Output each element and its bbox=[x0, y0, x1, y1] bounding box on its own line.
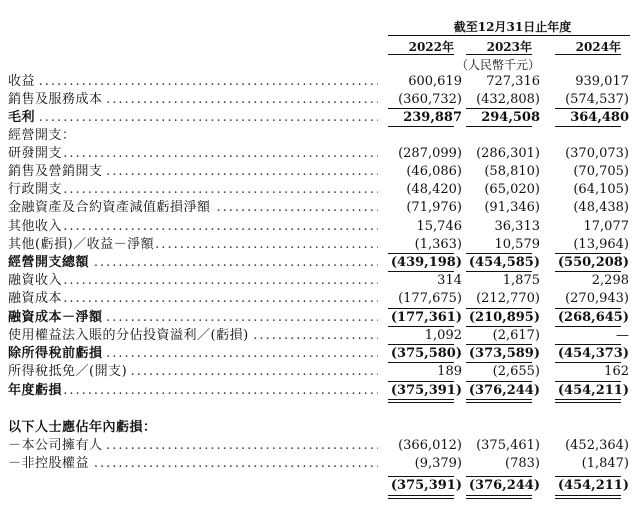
row-label bbox=[8, 290, 378, 308]
row-value-3: (1,847) bbox=[581, 456, 629, 471]
row-label bbox=[8, 437, 378, 455]
table-row bbox=[8, 272, 630, 290]
summation-rule bbox=[388, 362, 454, 363]
row-value-2: 10,579 bbox=[494, 237, 540, 252]
row-value-3: (370,073) bbox=[565, 146, 629, 161]
row-value-2: (286,301) bbox=[476, 146, 540, 161]
table-row bbox=[8, 345, 630, 363]
table-row bbox=[8, 290, 630, 308]
summation-rule bbox=[466, 362, 532, 363]
summation-rule bbox=[466, 344, 532, 345]
row-label-text: 經營開支： bbox=[8, 128, 76, 143]
row-value-2: (210,895) bbox=[468, 310, 540, 325]
period-header: 截至12月31日止年度 bbox=[453, 20, 572, 34]
summation-rule bbox=[388, 399, 454, 400]
row-label-text: 使用權益法入賬的分佔投資溢利／(虧損) bbox=[8, 328, 249, 343]
summation-rule bbox=[388, 498, 454, 499]
row-label bbox=[8, 91, 378, 109]
row-value-1: (375,391) bbox=[390, 478, 462, 493]
row-value-1: (287,099) bbox=[398, 146, 462, 161]
summation-rule bbox=[466, 399, 532, 400]
row-label-text: －非控股權益 bbox=[8, 456, 90, 471]
row-value-3: (70,705) bbox=[573, 164, 629, 179]
summation-rule bbox=[388, 253, 454, 254]
table-row bbox=[8, 419, 630, 437]
row-value-2: (2,655) bbox=[492, 364, 540, 379]
row-value-2: (376,244) bbox=[468, 478, 540, 493]
table-row bbox=[8, 127, 630, 145]
row-label-text: 經營開支總額 bbox=[8, 255, 90, 270]
row-label bbox=[8, 419, 378, 437]
summation-rule bbox=[388, 476, 454, 477]
summation-rule bbox=[555, 498, 621, 499]
row-label bbox=[8, 455, 378, 473]
summation-rule bbox=[555, 126, 621, 127]
year-2023-header: 2023年 bbox=[486, 40, 532, 54]
table-row bbox=[8, 163, 630, 181]
row-label-text: 銷售及服務成本 bbox=[8, 92, 103, 107]
summation-rule bbox=[466, 402, 532, 403]
summation-rule bbox=[555, 381, 621, 382]
summation-rule bbox=[388, 271, 454, 272]
row-value-3: 17,077 bbox=[583, 219, 629, 234]
summation-rule bbox=[388, 495, 454, 496]
year-2024-header: 2024年 bbox=[575, 40, 621, 54]
row-value-3: (454,211) bbox=[557, 478, 629, 493]
row-label bbox=[8, 477, 378, 495]
row-label bbox=[8, 345, 378, 363]
table-row bbox=[8, 218, 630, 236]
row-label-text: －本公司擁有人 bbox=[8, 438, 103, 453]
summation-rule bbox=[466, 476, 532, 477]
row-value-2: (91,346) bbox=[484, 200, 540, 215]
row-value-3: (454,373) bbox=[557, 346, 629, 361]
summation-rule bbox=[555, 495, 621, 496]
table-row bbox=[8, 437, 630, 455]
row-value-2: (58,810) bbox=[484, 164, 540, 179]
summation-rule bbox=[555, 402, 621, 403]
row-label-text: 研發開支 bbox=[8, 146, 63, 161]
row-label-text: 收益 bbox=[8, 74, 36, 89]
row-value-3: 162 bbox=[604, 364, 629, 379]
row-label-text: 其他(虧損)／收益－淨額 bbox=[8, 237, 155, 252]
summation-rule bbox=[466, 126, 532, 127]
row-label bbox=[8, 382, 378, 400]
row-label-text: 除所得稅前虧損 bbox=[8, 346, 103, 361]
table-row bbox=[8, 455, 630, 473]
row-value-1: 239,887 bbox=[403, 110, 462, 125]
row-label-text: 金融資產及合約資產減值虧損淨額 bbox=[8, 200, 211, 215]
table-row bbox=[8, 199, 630, 217]
row-value-3: — bbox=[616, 328, 629, 343]
row-value-2: 1,875 bbox=[502, 273, 540, 288]
row-value-2: (432,808) bbox=[476, 92, 540, 107]
row-value-1: (177,675) bbox=[398, 291, 462, 306]
row-value-3: (574,537) bbox=[565, 92, 629, 107]
summation-rule bbox=[388, 308, 454, 309]
row-value-1: (1,363) bbox=[414, 237, 462, 252]
summation-rule bbox=[555, 476, 621, 477]
row-label-text: 融資成本－淨額 bbox=[8, 310, 103, 325]
year-2022-underline bbox=[388, 54, 454, 55]
row-value-3: 364,480 bbox=[570, 110, 629, 125]
row-value-3: (268,645) bbox=[557, 310, 629, 325]
row-value-2: (2,617) bbox=[492, 328, 540, 343]
row-label-text: 毛利 bbox=[8, 110, 36, 125]
summation-rule bbox=[555, 253, 621, 254]
summation-rule bbox=[466, 271, 532, 272]
table-row bbox=[8, 91, 630, 109]
summation-rule bbox=[388, 381, 454, 382]
row-value-1: (46,086) bbox=[406, 164, 462, 179]
row-value-1: (177,361) bbox=[390, 310, 462, 325]
row-label bbox=[8, 236, 378, 254]
year-2024-underline bbox=[555, 54, 621, 55]
row-value-3: (454,211) bbox=[557, 383, 629, 398]
summation-rule bbox=[555, 326, 621, 327]
row-label bbox=[8, 363, 378, 381]
row-value-1: 314 bbox=[437, 273, 462, 288]
row-label-text bbox=[8, 478, 10, 493]
row-value-3: 939,017 bbox=[575, 74, 629, 89]
table-row bbox=[8, 145, 630, 163]
row-value-3: (13,964) bbox=[573, 237, 629, 252]
row-label-text: 年度虧損 bbox=[8, 383, 63, 398]
row-value-2: (376,244) bbox=[468, 383, 540, 398]
summation-rule bbox=[555, 271, 621, 272]
summation-rule bbox=[388, 126, 454, 127]
period-underline bbox=[388, 35, 630, 36]
summation-rule bbox=[388, 108, 454, 109]
row-value-3: 2,298 bbox=[591, 273, 629, 288]
row-label-text: 所得稅抵免／(開支) bbox=[8, 364, 128, 379]
row-value-1: (48,420) bbox=[406, 182, 462, 197]
row-label-text: 融資成本 bbox=[8, 291, 63, 306]
row-value-2: 727,316 bbox=[486, 74, 540, 89]
row-value-1: (366,012) bbox=[398, 438, 462, 453]
summation-rule bbox=[388, 402, 454, 403]
row-value-1: (71,976) bbox=[406, 200, 462, 215]
row-label bbox=[8, 181, 378, 199]
row-value-1: (360,732) bbox=[398, 92, 462, 107]
row-value-3: (452,364) bbox=[565, 438, 629, 453]
summation-rule bbox=[555, 108, 621, 109]
row-label bbox=[8, 218, 378, 236]
summation-rule bbox=[555, 344, 621, 345]
row-label bbox=[8, 199, 378, 217]
table-row bbox=[8, 327, 630, 345]
row-value-1: (375,580) bbox=[390, 346, 462, 361]
row-value-3: (48,438) bbox=[573, 200, 629, 215]
row-label bbox=[8, 109, 378, 127]
row-value-1: (9,379) bbox=[414, 456, 462, 471]
table-row bbox=[8, 382, 630, 400]
table-row bbox=[8, 309, 630, 327]
row-value-2: (454,585) bbox=[468, 255, 540, 270]
row-value-3: (64,105) bbox=[573, 182, 629, 197]
row-label-text: 行政開支 bbox=[8, 182, 63, 197]
row-value-1: 1,092 bbox=[424, 328, 462, 343]
summation-rule bbox=[466, 495, 532, 496]
summation-rule bbox=[466, 498, 532, 499]
row-label bbox=[8, 309, 378, 327]
row-label bbox=[8, 145, 378, 163]
row-label-text: 其他收入 bbox=[8, 219, 63, 234]
row-value-2: 36,313 bbox=[494, 219, 540, 234]
row-value-3: (270,943) bbox=[565, 291, 629, 306]
summation-rule bbox=[555, 399, 621, 400]
year-2022-header: 2022年 bbox=[408, 40, 454, 54]
table-row bbox=[8, 109, 630, 127]
unit-label: （人民幣千元） bbox=[456, 58, 541, 72]
summation-rule bbox=[466, 326, 532, 327]
row-value-1: 189 bbox=[437, 364, 462, 379]
summation-rule bbox=[466, 253, 532, 254]
row-label bbox=[8, 127, 378, 145]
summation-rule bbox=[388, 344, 454, 345]
row-label bbox=[8, 73, 378, 91]
year-2023-underline bbox=[466, 54, 532, 55]
summation-rule bbox=[555, 362, 621, 363]
row-value-2: (65,020) bbox=[484, 182, 540, 197]
row-value-2: (375,461) bbox=[476, 438, 540, 453]
row-value-2: (783) bbox=[505, 456, 540, 471]
table-row bbox=[8, 477, 630, 495]
table-row bbox=[8, 73, 630, 91]
table-row bbox=[8, 254, 630, 272]
table-row bbox=[8, 363, 630, 381]
summation-rule bbox=[466, 381, 532, 382]
row-label-text: 融資收入 bbox=[8, 273, 63, 288]
row-label bbox=[8, 327, 378, 345]
row-value-1: 15,746 bbox=[416, 219, 462, 234]
row-label bbox=[8, 254, 378, 272]
row-value-1: 600,619 bbox=[408, 74, 462, 89]
row-value-3: (550,208) bbox=[557, 255, 629, 270]
row-value-1: (439,198) bbox=[390, 255, 462, 270]
table-row bbox=[8, 181, 630, 199]
summation-rule bbox=[466, 308, 532, 309]
summation-rule bbox=[466, 108, 532, 109]
row-label-text: 銷售及營銷開支 bbox=[8, 164, 103, 179]
row-value-2: (212,770) bbox=[476, 291, 540, 306]
row-label-text: 以下人士應佔年內虧損： bbox=[8, 420, 157, 435]
row-label bbox=[8, 163, 378, 181]
row-value-2: (373,589) bbox=[468, 346, 540, 361]
row-label bbox=[8, 272, 378, 290]
summation-rule bbox=[388, 326, 454, 327]
row-value-1: (375,391) bbox=[390, 383, 462, 398]
row-value-2: 294,508 bbox=[481, 110, 540, 125]
summation-rule bbox=[555, 308, 621, 309]
table-row bbox=[8, 236, 630, 254]
